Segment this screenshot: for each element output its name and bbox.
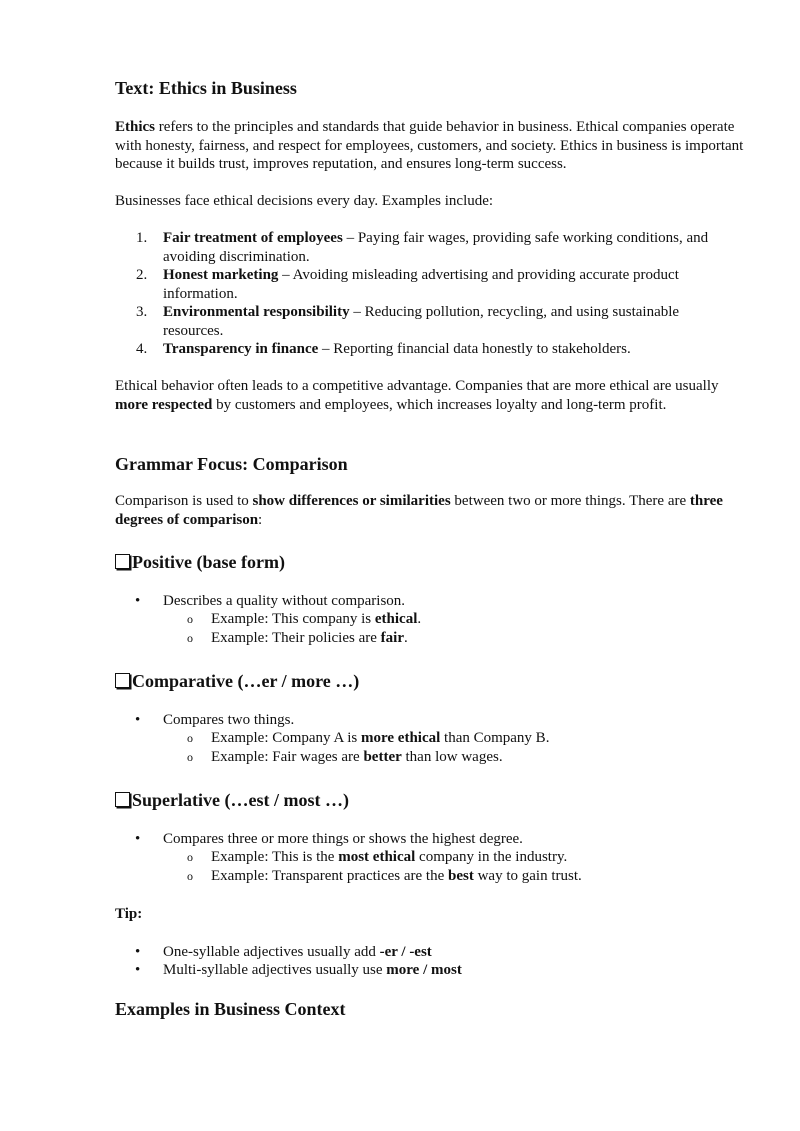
checkbox-icon xyxy=(115,792,130,807)
bullet-icon: • xyxy=(135,962,141,978)
list-item: o Example: Fair wages are better than low wages. xyxy=(187,749,503,765)
examples-lead: Businesses face ethical decisions every day. Examples include: xyxy=(115,193,494,209)
list-item: • Compares two things. xyxy=(135,712,295,728)
list-item: o Example: Transparent practices are the best way to gain trust. xyxy=(187,868,582,884)
superlative-heading: Superlative (…est / most …) xyxy=(115,789,349,811)
list-item: 4. Transparency in finance – Reporting financial data honestly to stakeholders. xyxy=(136,341,631,357)
circle-bullet-icon: o xyxy=(187,750,193,764)
section-title-examples: Examples in Business Context xyxy=(115,999,346,1019)
section-title-grammar: Grammar Focus: Comparison xyxy=(115,454,348,474)
list-item: 1. Fair treatment of employees – Paying fair wages, providing safe working conditions, and avoiding discrimination. xyxy=(136,230,709,265)
list-item: 3. Environmental responsibility – Reducing pollution, recycling, and using sustainable resources. xyxy=(136,304,680,339)
comparative-heading: Comparative (…er / more …) xyxy=(115,670,359,692)
bullet-icon: • xyxy=(135,712,141,728)
checkbox-icon xyxy=(115,673,130,688)
list-item: 2. Honest marketing – Avoiding misleading advertising and providing accurate product information. xyxy=(136,267,679,302)
checkbox-icon xyxy=(115,554,130,569)
circle-bullet-icon: o xyxy=(187,850,193,864)
list-item: • One-syllable adjectives usually add -er / -est xyxy=(135,944,432,960)
circle-bullet-icon: o xyxy=(187,631,193,645)
bullet-icon: • xyxy=(135,831,141,847)
list-item: o Example: This is the most ethical company in the industry. xyxy=(187,849,568,865)
list-item: • Multi-syllable adjectives usually use more / most xyxy=(135,962,462,978)
list-item: o Example: This company is ethical. xyxy=(187,611,422,627)
list-item: • Describes a quality without comparison. xyxy=(135,593,406,609)
positive-heading: Positive (base form) xyxy=(115,551,285,573)
ethics-conclusion-paragraph: Ethical behavior often leads to a competitive advantage. Companies that are more ethical are usually more respected by customers and employees, which increases loyalty and long-term profit. xyxy=(115,378,719,413)
ethics-intro-paragraph: Ethics refers to the principles and standards that guide behavior in business. Ethical companies operate with honesty, fairness, and respect for employees, customers, and society. Ethics in business is important because it builds trust, improves reputation, and ensures long-term success. xyxy=(115,119,744,172)
bullet-icon: • xyxy=(135,593,141,609)
list-item: • Compares three or more things or shows the highest degree. xyxy=(135,831,523,847)
list-item: o Example: Their policies are fair. xyxy=(187,630,408,646)
grammar-intro-paragraph: Comparison is used to show differences or similarities between two or more things. There are three degrees of comparison: xyxy=(115,493,723,528)
circle-bullet-icon: o xyxy=(187,731,193,745)
circle-bullet-icon: o xyxy=(187,612,193,626)
circle-bullet-icon: o xyxy=(187,869,193,883)
list-item: o Example: Company A is more ethical than Company B. xyxy=(187,730,550,746)
bullet-icon: • xyxy=(135,944,141,960)
section-title-ethics: Text: Ethics in Business xyxy=(115,78,297,98)
tip-label: Tip: xyxy=(115,906,143,922)
